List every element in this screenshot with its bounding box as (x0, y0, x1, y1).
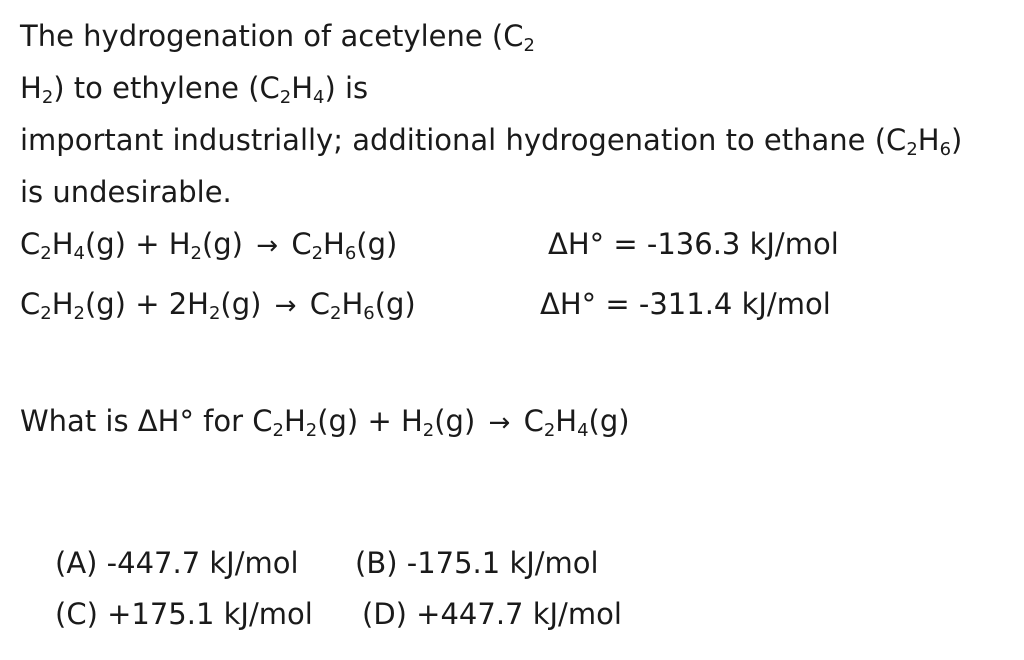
subscript: 2 (523, 35, 535, 57)
text: What is ΔH° for C (20, 404, 273, 438)
text: ) (951, 123, 963, 157)
subscript: 2 (40, 243, 52, 265)
reaction-arrow-icon: → (488, 408, 511, 438)
reaction-2 (20, 284, 416, 326)
subscript: 2 (543, 420, 556, 442)
text: H (291, 71, 314, 105)
reaction-arrow-icon: → (256, 231, 279, 261)
reaction-1-enthalpy: ΔH° = -136.3 kJ/mol (548, 227, 839, 261)
text: H (51, 227, 74, 261)
text: (g) + H (84, 227, 191, 261)
subscript: 2 (906, 139, 918, 161)
subscript: 2 (40, 303, 52, 325)
subscript: 2 (330, 303, 342, 325)
text: C (523, 404, 544, 438)
statement-line-2 (20, 114, 1010, 166)
text: C (20, 287, 41, 321)
text: The hydrogenation of acetylene (C (20, 19, 524, 53)
text: ) to ethylene (C (53, 71, 280, 105)
subscript: 2 (41, 87, 54, 109)
choice-a: (A) -447.7 kJ/mol (55, 546, 299, 580)
text: H (917, 123, 940, 157)
text: (g) (356, 227, 398, 261)
text: C (309, 287, 331, 321)
statement-line-3: is undesirable. (20, 175, 232, 209)
subscript: 2 (305, 420, 318, 442)
text: (g) + 2H (84, 287, 209, 321)
reaction-2-enthalpy: ΔH° = -311.4 kJ/mol (540, 287, 831, 321)
text: H (341, 287, 364, 321)
text: (g) (201, 227, 243, 261)
subscript: 2 (422, 420, 435, 442)
text: important industrially; additional hydrogenation to ethane (C (20, 123, 907, 157)
text: C (291, 227, 312, 261)
subscript: 6 (939, 139, 951, 161)
statement-line-1 (20, 10, 1010, 62)
subscript: 2 (279, 87, 292, 109)
text: H (283, 404, 306, 438)
text: (g) (374, 287, 416, 321)
subscript: 4 (73, 243, 85, 265)
subscript: 4 (313, 87, 325, 109)
choice-d: (D) +447.7 kJ/mol (362, 597, 622, 631)
subscript: 6 (344, 243, 357, 265)
text: ) is (324, 71, 369, 105)
question (20, 401, 630, 443)
subscript: 2 (73, 303, 85, 325)
text: (g) (220, 287, 262, 321)
text: (g) + H (317, 404, 423, 438)
text: H (51, 287, 74, 321)
reaction-arrow-icon: → (274, 291, 297, 321)
choice-c: (C) +175.1 kJ/mol (55, 597, 313, 631)
reaction-1 (20, 224, 397, 266)
text: H (555, 404, 578, 438)
text: C (20, 227, 41, 261)
problem-statement (20, 10, 1010, 218)
text: (g) (434, 404, 476, 438)
text: H (323, 227, 345, 261)
subscript: 2 (272, 420, 284, 442)
subscript: 4 (577, 420, 589, 442)
subscript: 2 (208, 303, 221, 325)
text: (g) (588, 404, 630, 438)
subscript: 2 (311, 243, 323, 265)
subscript: 2 (190, 243, 202, 265)
subscript: 6 (363, 303, 375, 325)
text: H (20, 71, 42, 105)
choice-b: (B) -175.1 kJ/mol (355, 546, 599, 580)
